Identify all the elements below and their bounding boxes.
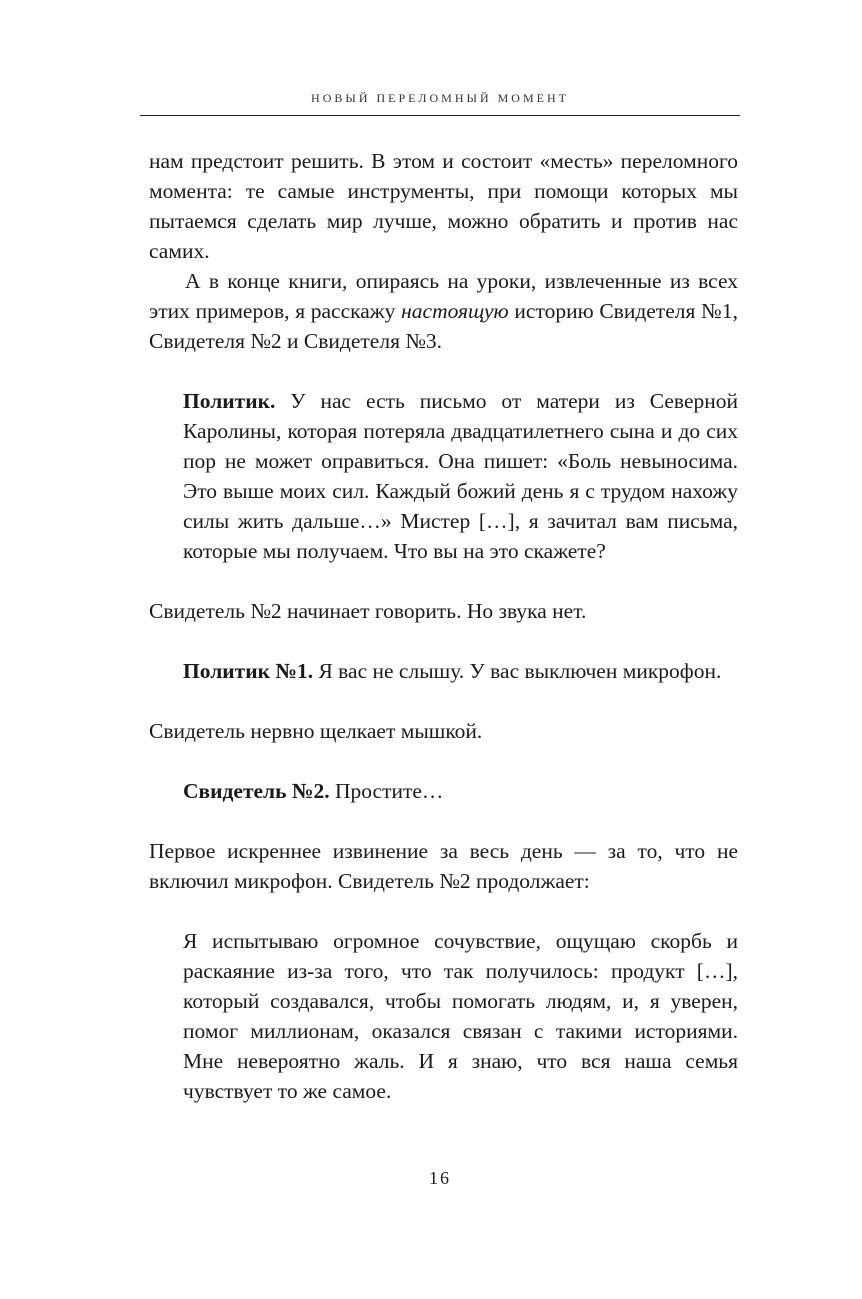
narration-2: Свидетель нервно щелкает мышкой. — [149, 719, 483, 743]
running-head: НОВЫЙ ПЕРЕЛОМНЫЙ МОМЕНТ — [311, 91, 569, 105]
narration-1: Свидетель №2 начинает говорить. Но звука нет. — [149, 599, 587, 623]
speaker-witness-2: Свидетель №2. — [183, 779, 330, 803]
paragraph-1: нам предстоит решить. В этом и состоит «месть» переломного момента: те самые инструменты, при помощи которых мы пытаемся сделать мир лучше, можно обратить и против нас самих. — [149, 149, 738, 263]
quote-politician-1 — [183, 656, 738, 686]
narration-3: Первое искреннее извинение за весь день — за то, что не включил микрофон. Свидетель №2 продолжает: — [149, 839, 738, 893]
paragraph-2-start: А в конце книги, опираясь на уроки, извлеченные из всех этих примеров, я расскажу — [149, 269, 738, 323]
page-body — [149, 146, 738, 1106]
quote-politician-text: У нас есть письмо от матери из Северной Каролины, которая потеряла двадцатилетнего сына и до сих пор не может оправиться. Она пишет: «Боль невыносима. Это выше моих сил. Каждый божий день я с трудом нахожу силы жить дальше…» Мистер […], я зачитал вам письма, которые мы получаем. Что вы на это скажете? — [183, 389, 738, 563]
quote-politician — [183, 386, 738, 566]
paragraph-2-end: историю Свидетеля №1, Свидетеля №2 и Свидетеля №3. — [149, 299, 738, 353]
paragraph-2 — [149, 266, 738, 356]
speaker-politician: Политик. — [183, 389, 276, 413]
quote-witness-2 — [183, 776, 738, 806]
emphasis-word: настоящую — [401, 299, 509, 323]
page-number: 16 — [429, 1168, 451, 1188]
speaker-politician-1: Политик №1. — [183, 659, 314, 683]
quote-politician-1-text: Я вас не слышу. У вас выключен микрофон. — [313, 659, 722, 683]
header-rule — [140, 115, 740, 116]
quote-witness-2-text: Простите… — [329, 779, 444, 803]
quote-witness-statement: Я испытываю огромное сочувствие, ощущаю скорбь и раскаяние из-за того, что так получилось: продукт […], который создавался, чтобы помогать людям, и, я уверен, помог миллионам, оказался связан с такими историями. Мне невероятно жаль. И я знаю, что вся наша семья чувствует то же самое. — [183, 929, 738, 1103]
